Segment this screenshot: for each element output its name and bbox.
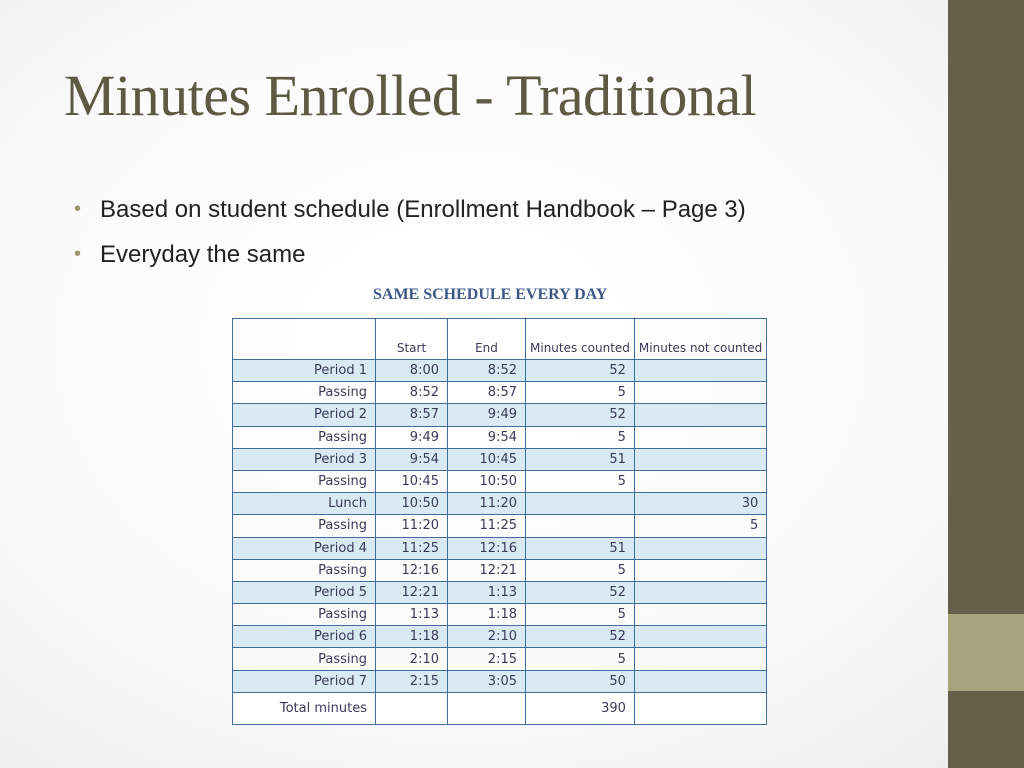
table-cell: 50 xyxy=(526,670,635,692)
table-cell xyxy=(634,604,766,626)
table-cell: 5 xyxy=(526,382,635,404)
table-header-row xyxy=(233,319,767,360)
sidebar-accent-block xyxy=(948,614,1024,691)
table-cell: Passing xyxy=(233,470,376,492)
table-cell xyxy=(634,426,766,448)
table-cell: 12:16 xyxy=(448,537,526,559)
table-row xyxy=(233,360,767,382)
table-cell: Passing xyxy=(233,426,376,448)
table-cell: 10:45 xyxy=(376,470,448,492)
bullet-text: Everyday the same xyxy=(100,241,306,268)
table-cell: 11:20 xyxy=(376,515,448,537)
table-cell: 51 xyxy=(526,448,635,470)
header-cell xyxy=(233,319,376,360)
table-cell: 12:16 xyxy=(376,559,448,581)
header-cell: Minutes not counted xyxy=(634,319,766,360)
table-cell: Total minutes xyxy=(233,692,376,724)
table-cell: 11:25 xyxy=(376,537,448,559)
table-cell: Period 4 xyxy=(233,537,376,559)
table-cell: 390 xyxy=(526,692,635,724)
table-cell: 11:20 xyxy=(448,493,526,515)
table-cell: 8:52 xyxy=(448,360,526,382)
table-cell: 3:05 xyxy=(448,670,526,692)
table-caption: SAME SCHEDULE EVERY DAY xyxy=(373,286,608,303)
table-cell: Period 7 xyxy=(233,670,376,692)
table-cell: 11:25 xyxy=(448,515,526,537)
table-cell: Passing xyxy=(233,648,376,670)
table-cell: 9:54 xyxy=(376,448,448,470)
table-cell: 5 xyxy=(526,559,635,581)
table-cell: Passing xyxy=(233,515,376,537)
table-cell: 52 xyxy=(526,581,635,603)
table-cell xyxy=(634,559,766,581)
header-cell: Start xyxy=(376,319,448,360)
table-cell: 8:00 xyxy=(376,360,448,382)
header-cell: End xyxy=(448,319,526,360)
table-row xyxy=(233,470,767,492)
schedule-table xyxy=(232,318,767,725)
table-row xyxy=(233,692,767,724)
table-row xyxy=(233,604,767,626)
table-cell: 5 xyxy=(526,604,635,626)
bullet-item xyxy=(74,187,746,232)
table-cell: 5 xyxy=(526,426,635,448)
table-row xyxy=(233,626,767,648)
table-cell xyxy=(634,448,766,470)
table-cell xyxy=(448,692,526,724)
table-cell xyxy=(634,360,766,382)
table-cell xyxy=(634,404,766,426)
table-row xyxy=(233,648,767,670)
table-cell xyxy=(634,537,766,559)
table-cell: 1:13 xyxy=(376,604,448,626)
table-cell: Period 5 xyxy=(233,581,376,603)
table-cell: Period 3 xyxy=(233,448,376,470)
table-body xyxy=(233,360,767,725)
table-row xyxy=(233,426,767,448)
table-cell: 5 xyxy=(526,470,635,492)
table-row xyxy=(233,537,767,559)
table-cell: 12:21 xyxy=(448,559,526,581)
bullet-dot-icon: • xyxy=(74,198,82,220)
table-cell: 2:10 xyxy=(376,648,448,670)
table-cell: 52 xyxy=(526,404,635,426)
table-cell: 9:49 xyxy=(448,404,526,426)
table-cell: Lunch xyxy=(233,493,376,515)
table-cell: 5 xyxy=(634,515,766,537)
table-cell: 9:54 xyxy=(448,426,526,448)
table-cell: 10:50 xyxy=(376,493,448,515)
table-cell: 1:13 xyxy=(448,581,526,603)
table-cell xyxy=(634,692,766,724)
table-cell: Period 2 xyxy=(233,404,376,426)
table-cell: Passing xyxy=(233,382,376,404)
table-cell: 10:50 xyxy=(448,470,526,492)
table-row xyxy=(233,382,767,404)
bullet-text: Based on student schedule (Enrollment Handbook – Page 3) xyxy=(100,196,746,223)
table-cell xyxy=(634,581,766,603)
table-cell: 52 xyxy=(526,626,635,648)
table-cell: Period 6 xyxy=(233,626,376,648)
table-row xyxy=(233,493,767,515)
table-row xyxy=(233,448,767,470)
table-cell xyxy=(526,515,635,537)
table-cell xyxy=(634,382,766,404)
table-cell xyxy=(634,648,766,670)
bullet-item xyxy=(74,232,746,277)
table-row xyxy=(233,404,767,426)
bullet-list xyxy=(74,187,746,277)
table-cell: 51 xyxy=(526,537,635,559)
table-row xyxy=(233,559,767,581)
table-cell: Passing xyxy=(233,559,376,581)
table-row xyxy=(233,581,767,603)
table-cell: 8:57 xyxy=(376,404,448,426)
table-cell: 52 xyxy=(526,360,635,382)
table-cell: 2:15 xyxy=(376,670,448,692)
table-cell: 12:21 xyxy=(376,581,448,603)
table-cell xyxy=(526,493,635,515)
table-cell: 1:18 xyxy=(448,604,526,626)
slide-title: Minutes Enrolled - Traditional xyxy=(64,63,757,128)
table-cell: 2:10 xyxy=(448,626,526,648)
bullet-dot-icon: • xyxy=(74,243,82,265)
table-cell: 8:52 xyxy=(376,382,448,404)
table-cell: 30 xyxy=(634,493,766,515)
table-cell: Passing xyxy=(233,604,376,626)
table-row xyxy=(233,515,767,537)
table-cell xyxy=(376,692,448,724)
table-cell: Period 1 xyxy=(233,360,376,382)
table-cell xyxy=(634,670,766,692)
table-cell: 5 xyxy=(526,648,635,670)
table-cell: 1:18 xyxy=(376,626,448,648)
table-cell xyxy=(634,470,766,492)
header-cell: Minutes counted xyxy=(526,319,635,360)
table-cell: 8:57 xyxy=(448,382,526,404)
table-cell xyxy=(634,626,766,648)
table-row xyxy=(233,670,767,692)
table-cell: 2:15 xyxy=(448,648,526,670)
table-cell: 9:49 xyxy=(376,426,448,448)
table-cell: 10:45 xyxy=(448,448,526,470)
